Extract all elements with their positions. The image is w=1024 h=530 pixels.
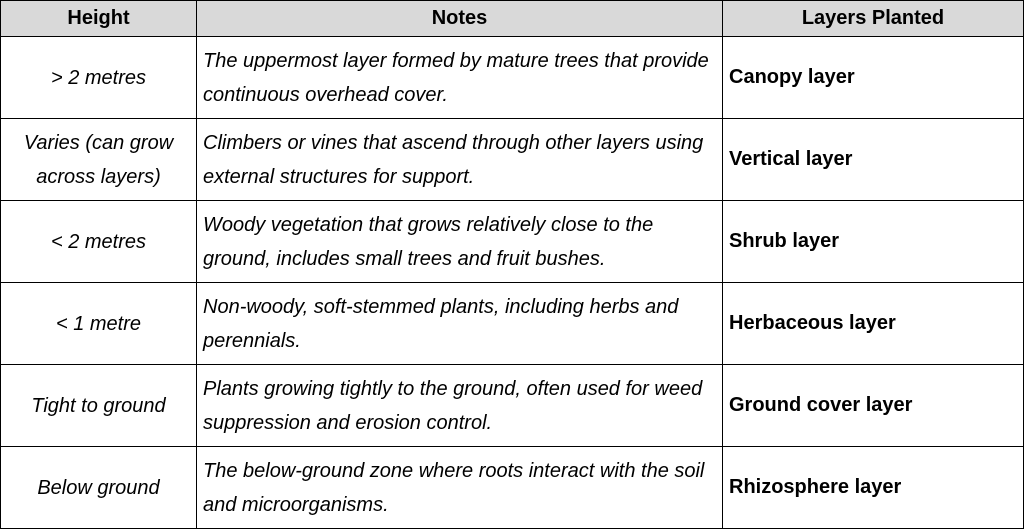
cell-height: Varies (can grow across layers): [1, 119, 197, 201]
table-header: [1, 1, 1024, 37]
cell-layer: Herbaceous layer: [723, 283, 1024, 365]
cell-notes: Plants growing tightly to the ground, often used for weed suppression and erosion control.: [197, 365, 723, 447]
cell-layer: Rhizosphere layer: [723, 447, 1024, 529]
cell-height: Tight to ground: [1, 365, 197, 447]
cell-notes: The below-ground zone where roots interact with the soil and microorganisms.: [197, 447, 723, 529]
cell-layer: Canopy layer: [723, 37, 1024, 119]
cell-layer: Vertical layer: [723, 119, 1024, 201]
table-row: [1, 119, 1024, 201]
cell-height: < 2 metres: [1, 201, 197, 283]
cell-layer: Shrub layer: [723, 201, 1024, 283]
header-row: [1, 1, 1024, 37]
header-notes: Notes: [197, 1, 723, 37]
table-row: [1, 447, 1024, 529]
table-row: [1, 201, 1024, 283]
cell-notes: Woody vegetation that grows relatively close to the ground, includes small trees and fruit bushes.: [197, 201, 723, 283]
table-row: [1, 365, 1024, 447]
table-row: [1, 283, 1024, 365]
cell-notes: Non-woody, soft-stemmed plants, including herbs and perennials.: [197, 283, 723, 365]
cell-height: > 2 metres: [1, 37, 197, 119]
cell-height: Below ground: [1, 447, 197, 529]
cell-layer: Ground cover layer: [723, 365, 1024, 447]
table-row: [1, 37, 1024, 119]
table-body: [1, 37, 1024, 529]
cell-notes: Climbers or vines that ascend through other layers using external structures for support.: [197, 119, 723, 201]
header-height: Height: [1, 1, 197, 37]
cell-height: < 1 metre: [1, 283, 197, 365]
cell-notes: The uppermost layer formed by mature trees that provide continuous overhead cover.: [197, 37, 723, 119]
header-layers-planted: Layers Planted: [723, 1, 1024, 37]
